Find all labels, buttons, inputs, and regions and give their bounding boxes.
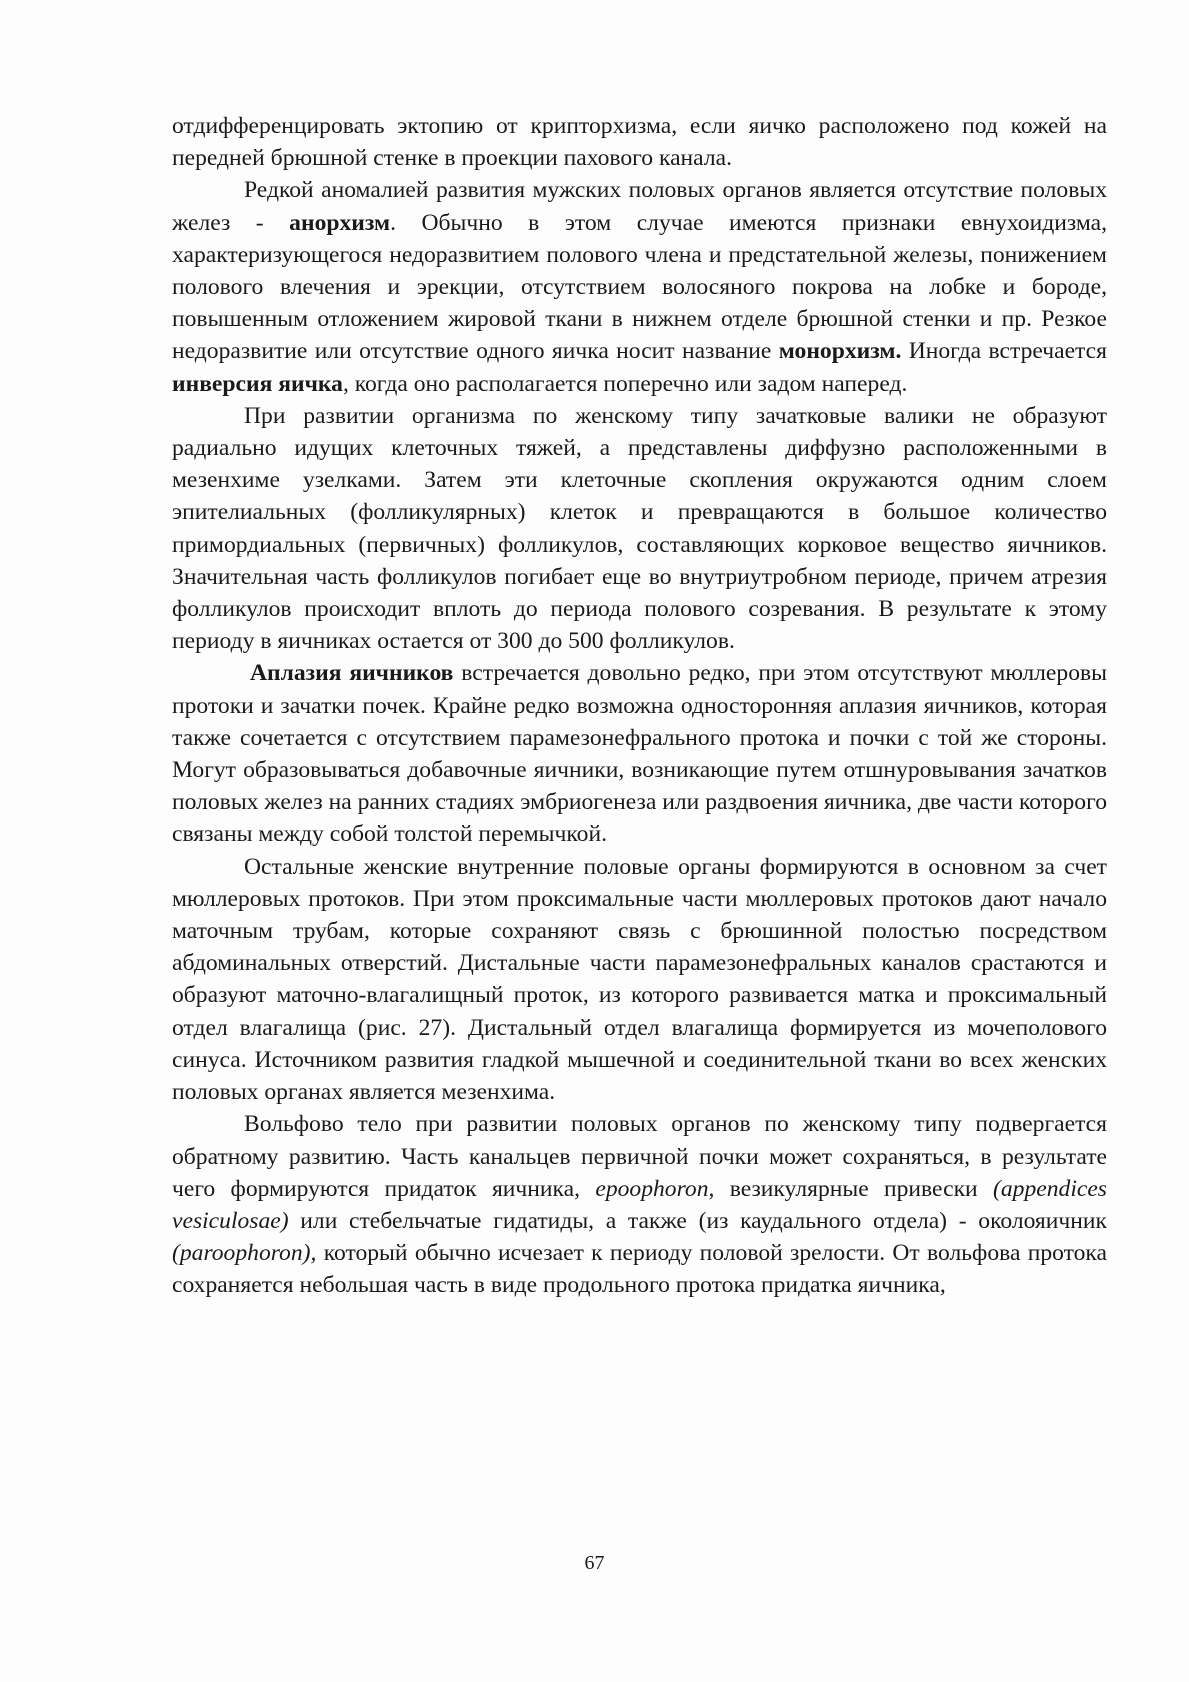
- paragraph: [172, 110, 1107, 174]
- paragraph: [172, 400, 1107, 658]
- italic-term: (appendices vesiculosae): [172, 1175, 1107, 1234]
- page-number: 67: [584, 1552, 605, 1574]
- text-segment: Вольфово тело при развитии половых органов по женскому типу подвергается обратному развитию. Часть канальцев первичной почки может сохраняться, в результате чего формируются придаток яичника,: [172, 1111, 1107, 1202]
- bold-term: Аплазия яичников: [250, 660, 454, 687]
- text-segment: или стебельчатые гидатиды, а также (из каудального отдела) - околояичник: [288, 1207, 1107, 1234]
- text-segment: При развитии организма по женскому типу зачатковые валики не образуют радиально идущих клеточных тяжей, а представлены диффузно расположенными в мезенхиме узелками. Затем эти клеточные скопления окружаются одним слоем эпителиальных (фолликулярных) клеток и превращаются в большое количество примордиальных (первичных) фолликулов, составляющих корковое вещество яичников. Значительная часть фолликулов погибает еще во внутриутробном периоде, причем атрезия фолликулов происходит вплоть до периода полового созревания. В результате к этому периоду в яичниках остается от 300 до 500 фолликулов.: [172, 402, 1107, 655]
- paragraph: [172, 851, 1107, 1109]
- bold-term: анорхизм: [289, 209, 391, 236]
- paragraph: [172, 1108, 1107, 1301]
- bold-term: монорхизм.: [778, 338, 902, 365]
- text-segment: Редкой аномалией развития мужских половых органов является отсутствие половых желез -: [172, 177, 1107, 236]
- text-segment: , когда оно располагается поперечно или задом наперед.: [342, 370, 908, 397]
- text-segment: Остальные женские внутренние половые органы формируются в основном за счет мюллеровых протоков. При этом проксимальные части мюллеровых протоков дают начало маточным трубам, которые сохраняют связь с брюшинной полостью посредством абдоминальных отверстий. Дистальные части парамезонефральных каналов срастаются и образуют маточно-влагалищный проток, из которого развивается матка и проксимальный отдел влагалища (рис. 27). Дистальный отдел влагалища формируется из мочеполового синуса. Источником развития гладкой мышечной и соединительной ткани во всех женских половых органах является мезенхима.: [172, 853, 1107, 1106]
- paragraph: [172, 657, 1107, 850]
- body-text: [172, 110, 1107, 1302]
- bold-term: инверсия яичка: [172, 370, 343, 397]
- text-segment: встречается довольно редко, при этом отсутствуют мюллеровы протоки и зачатки почек. Крайне редко возможна односторонняя аплазия яичников, которая также сочетается с отсутствием парамезонефрального протока и почки с той же стороны. Могут образовываться добавочные яичники, возникающие путем отшнуровывания зачатков половых желез на ранних стадиях эмбриогенеза или раздвоения яичника, две части которого связаны между собой толстой перемычкой.: [172, 660, 1107, 848]
- italic-term: epoophoron,: [595, 1175, 715, 1202]
- paragraph: [172, 174, 1107, 399]
- text-segment: который обычно исчезает к периоду половой зрелости. От вольфова протока сохраняется небольшая часть в виде продольного протока придатка яичника,: [172, 1240, 1107, 1299]
- text-segment: отдифференцировать эктопию от крипторхизма, если яичко расположено под кожей на передней брюшной стенке в проекции пахового канала.: [172, 113, 1107, 172]
- text-segment: . Обычно в этом случае имеются признаки евнухоидизма, характеризующегося недоразвитием полового члена и предстательной железы, понижением полового влечения и эрекции, отсутствием волосяного покрова на лобке и бороде, повышенным отложением жировой ткани в нижнем отделе брюшной стенки и пр. Резкое недоразвитие или отсутствие одного яичка носит название: [172, 209, 1107, 365]
- text-segment: везикулярные привески: [714, 1175, 993, 1202]
- text-segment: Иногда встречается: [901, 338, 1107, 365]
- italic-term: (paroophoron),: [172, 1240, 317, 1267]
